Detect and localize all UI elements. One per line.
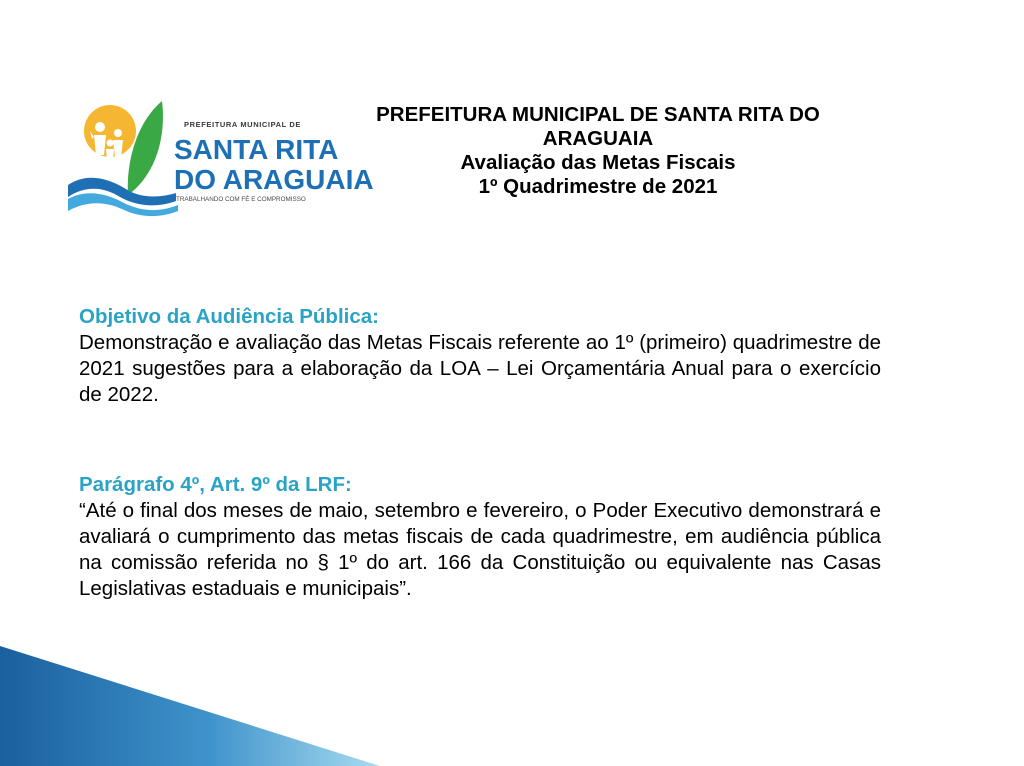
section-paragrafo [79, 472, 881, 602]
header-line-4: 1º Quadrimestre de 2021 [478, 175, 718, 198]
objetivo-heading: Objetivo da Audiência Pública: [79, 305, 379, 328]
header-line-3: Avaliação das Metas Fiscais [460, 151, 736, 174]
logo-graphic [66, 93, 374, 223]
paragrafo-body: “Até o final dos meses de maio, setembro e fevereiro, o Poder Executivo demonstrará e avaliará o cumprimento das metas fiscais de cada quadrimestre, em audiência pública na comissão referida no § 1º do art. 166 da Constituição ou equivalente nas Casas Legislativas estaduais e municipais”. [79, 499, 881, 600]
corner-decoration [0, 640, 380, 766]
paragrafo-heading: Parágrafo 4º, Art. 9º da LRF: [79, 473, 352, 496]
objetivo-body: Demonstração e avaliação das Metas Fiscais referente ao 1º (primeiro) quadrimestre de 2021 sugestões para a elaboração da LOA – Lei Orçamentária Anual para o exercício de 2022. [79, 331, 881, 406]
corner-stripe [0, 646, 380, 766]
logo-leaf [128, 101, 163, 195]
header-line-1: PREFEITURA MUNICIPAL DE SANTA RITA DO [376, 103, 820, 126]
document-header [318, 103, 878, 199]
logo-text-main-2: DO ARAGUAIA [174, 164, 374, 195]
header-line-2: ARAGUAIA [542, 127, 654, 150]
municipality-logo [66, 93, 374, 223]
logo-tagline: TRABALHANDO COM FÉ E COMPROMISSO [176, 196, 306, 203]
logo-text-main-1: SANTA RITA [174, 134, 339, 165]
section-objetivo [79, 304, 881, 408]
logo-text-top: PREFEITURA MUNICIPAL DE [184, 120, 301, 129]
